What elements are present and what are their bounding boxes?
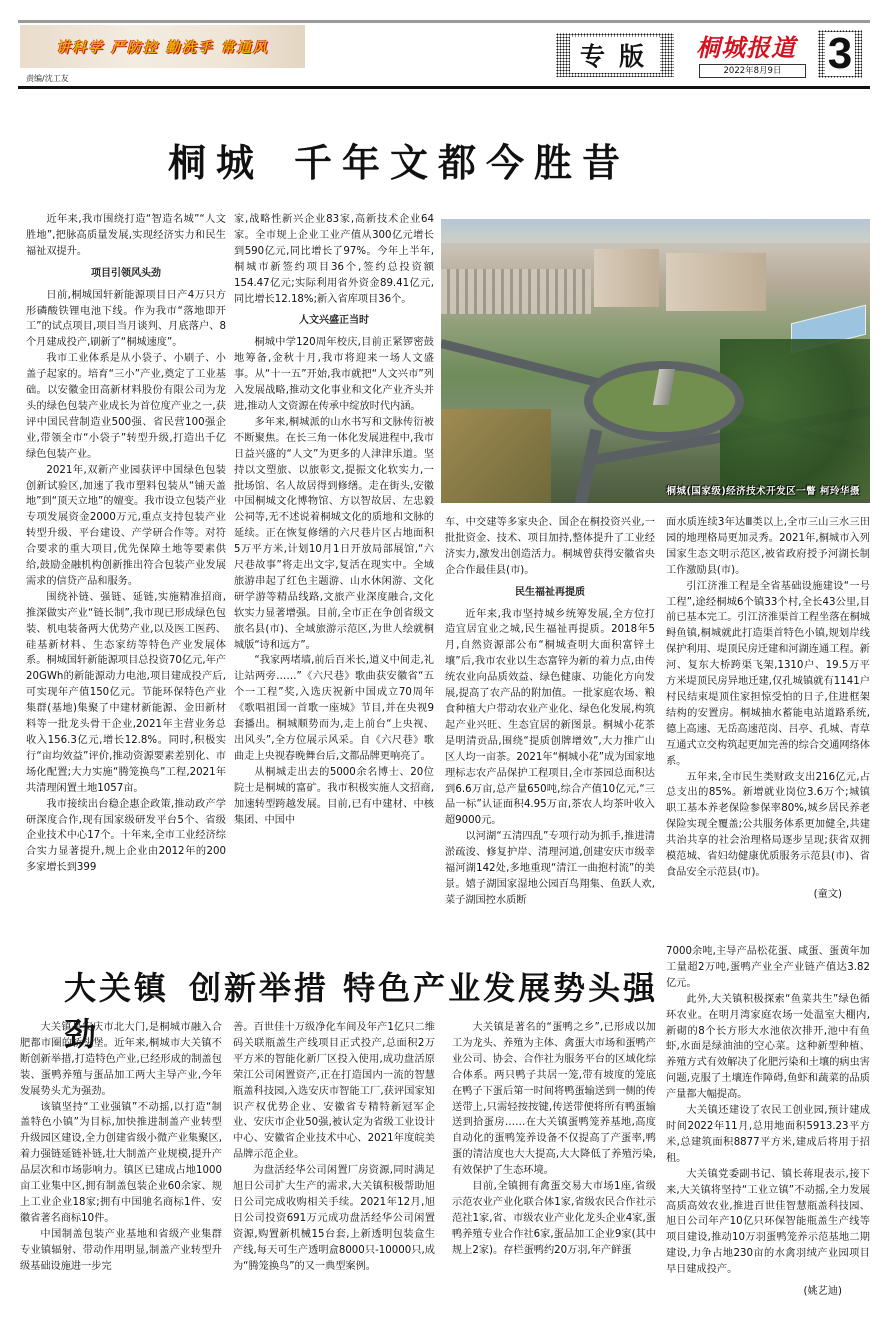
article2-column-2 <box>233 1020 435 1275</box>
article1-headline-place: 桐城 <box>168 140 265 185</box>
paragraph: 大关镇是著名的“蛋鸭之乡”,已形成以加工为龙头、养殖为主体、禽蛋大市场和蛋鸭产业公司、协会、合作社为服务平台的区域化综合体系。两只鸭子共居一笼,带有坡度的笼底在鸭子下蛋后第一时间将鸭蛋输送到一侧的传送带上,只需轻按按键,传送带便将所有鸭蛋输送到拾蛋房……在大关镇蛋鸭笼养基地,高度自动化的蛋鸭笼养设备不仅提高了产蛋率,鸭蛋的清洁度也大大提高,大大降低了养殖污染,有效保护了生态环境。 <box>452 1022 656 1177</box>
paragraph: 围绕补链、强链、延链,实施精准招商,推深做实产业“链长制”,我市现已形成绿色包装、机电装备两大优势产业,以及医工医药、硅基新材料、生态家纺等特色产业发展体系。桐城国轩新能源项目总投资70亿元,年产20GWh的新能源动力电池,项目建成投产后,可实现年产值150亿元。节能环保特色产业集群(基地)集聚了中建材新能源、金田新材料等一批龙头骨干企业,2021年主营业务总收入156.3亿元,增长12.8%。同时,积极实行“亩均效益”评价,推动资源要素差别化、市场化配置;大力实施“腾笼换鸟”工程,2021年共清理闲置土地1057亩。 <box>26 591 226 794</box>
section-label: 专版 <box>570 37 660 73</box>
byline: (姚艺迪) <box>803 1286 842 1298</box>
paragraph: 我市工业体系是从小袋子、小刷子、小盖子起家的。培育“三小”产业,奠定了工业基础。以安徽金田高新材料股份有限公司为龙头的绿色包装产业成长为首位度产业之一,获评中国民营制造业500强、省民营100强企业,带领全市“小袋子”转型升级,打造出千亿绿色包装产业。 <box>26 353 226 460</box>
paragraph: 五年来,全市民生类财政支出216亿元,占总支出的85%。新增就业岗位3.6万个;城镇职工基本养老保险参保率80%,城乡居民养老保险实现全覆盖;公共服务体系更加健全,共建共治共享的社会治理格局逐步呈现;获省双拥模范城、省妇幼健康优质服务示范县(市)、省食品安全示范县(市)。 <box>666 771 870 878</box>
article2-headline-main: 创新举措 特色产业发展势头强劲 <box>64 969 659 1053</box>
paragraph: 日前,桐城国轩新能源项目日产4万只方形磷酸铁锂电池下线。作为我市“落地即开工”的试点项目,项目当月谈判、月底落户、8个月建成投产,刷新了“桐城速度”。 <box>26 289 226 349</box>
article1-column-3 <box>445 515 655 909</box>
subheading: 项目引领风头劲 <box>91 267 161 279</box>
subheading: 人文兴盛正当时 <box>299 315 369 327</box>
paragraph: 车、中交建等多家央企、国企在桐投资兴业,一批批资金、技术、项目加持,整体提升了工业经济实力,激发出创造活力。桐城曾获得安徽省央企合作最佳县(市)。 <box>445 517 655 576</box>
article1-headline-main: 千年文都今胜昔 <box>294 140 631 185</box>
slogan-text: 讲科学 严防控 勤洗手 常通风 <box>56 39 269 56</box>
paragraph: 目前,全镇拥有禽蛋交易大市场1座,省级示范农业产业化联合体1家,省级农民合作社示范社1家,省、市级农业产业化龙头企业4家,蛋鸭养殖专业合作社6家,蛋品加工企业9家(其中规上2家)。存栏蛋鸭约20万羽,年产鲜蛋 <box>452 1181 656 1256</box>
paragraph: 2021年,双新产业园获评中国绿色包装创新试验区,加速了我市塑料包装从“铺天盖地”到“顶天立地”的嬗变。我市设立包装产业专项发展资金2000万元,重点支持包装产业转型升级、平台建设、产学研合作等。对符合要求的重大项目,优先保障土地等要素供给,鼓励金融机构创新推出符合包装产业发展需求的信贷产品和服务。 <box>26 464 226 587</box>
article1-column-1 <box>26 212 226 876</box>
page-number-box <box>818 30 862 78</box>
paragraph: 面水质连续3年达Ⅲ类以上,全市三山三水三田园的地理格局更加灵秀。2021年,桐城市入列国家生态文明示范区,被省政府授予河湖长制工作激励县(市)。 <box>666 517 870 576</box>
paragraph: 大关镇党委副书记、镇长蒋琨表示,接下来,大关镇将坚持“工业立镇”不动摇,全力发展高质高效农业,推进百世佳智慧瓶盖科技园、旭日公司年产10亿只环保智能瓶盖生产线等项目建设,推动10万羽蛋鸭笼养示范基地二期建设,力争占地230亩的水禽羽绒产业园项目早日建成投产。 <box>666 1168 870 1276</box>
paragraph: 该镇坚持“工业强镇”不动摇,以打造“制盖特色小镇”为目标,加快推进制盖产业转型升级园区建设,全力创建省级小微产业集聚区,着力强链延链补链,壮大制盖产业规模,提升产品层次和市场影响力。镇区已建成占地1000亩工业集中区,拥有制盖包装企业60余家、规上工业企业18家;拥有中国驰名商标1件、安徽省著名商标10件。 <box>20 1101 222 1224</box>
paragraph: 从桐城走出去的5000余名博士、20位院士是桐城的富矿。我市积极实施人文招商,加速转型跨越发展。目前,已有中建材、中核集团、中国中 <box>234 766 434 826</box>
paragraph: 善。百世佳十万级净化车间及年产1亿只二维码关联瓶盖生产线项目正式投产,总面积2万平方米的智能化新厂区投入使用,成功盘活原荣江公司闲置资产,正在打造国内一流的智慧瓶盖科技园,入选安庆市智能工厂,获评国家知识产权优势企业、安徽省专精特新冠军企业、安庆市企业50强,被认定为省级工业设计中心、安徽省企业技术中心、2021年度皖美品牌示范企业。 <box>233 1022 435 1161</box>
page-number: 3 <box>825 32 855 76</box>
issue-date: 2022年8月9日 <box>699 64 806 78</box>
paragraph: 大关镇还建设了农民工创业园,预计建成时间2022年11月,总用地面积5913.23平方米,总建筑面积8877平方米,建成后将用于招租。 <box>666 1105 870 1164</box>
article1-column-2 <box>234 212 434 828</box>
article1-headline <box>0 132 887 187</box>
paper-name-logo: 桐城报道 <box>696 33 796 62</box>
article2-column-1 <box>20 1020 222 1275</box>
top-rule <box>18 20 870 23</box>
paragraph: 多年来,桐城派的山水书写和文脉传衍被不断聚焦。在长三角一体化发展进程中,我市日益兴盛的“人文”为更多的人津津乐道。坚持以文塑旅、以旅彰文,提振文化软实力,一批场馆、名人故居得到修缮。走在街头,安徽中国桐城文化博物馆、方以智故居、左忠毅公祠等,无不述说着桐城文化的质地和文脉的延续。正在恢复修缮的六尺巷片区占地面积5万平方米,计划10月1日开放局部展馆,“六尺巷故事”将走出文字,复活在现实中。全域旅游串起了红色主题游、山水休闲游、文化研学游等精品线路,文旅产业深度融合,文化软实力显著增强。目前,全市正在争创省级文旅名县(市)、全域旅游示范区,为世人绘就桐城版“诗和远方”。 <box>234 416 434 651</box>
paragraph: 中国制盖包装产业基地和省级产业集群专业镇辐射、带动作用明显,制盖产业转型升级基础设施进一步完 <box>20 1228 222 1272</box>
paragraph: 以河湖“五清四乱”专项行动为抓手,推进清淤疏浚、修复护岸、清理河道,创建安庆市级幸福河湖142处,多地重现“清江一曲抱村流”的美景。嬉子湖国家湿地公园百鸟翔集、鱼跃人欢,菜子湖国控水质断 <box>445 831 655 906</box>
paragraph: 引江济淮工程是全省基础设施建设“一号工程”,途经桐城6个镇33个村,全长43公里,目前已基本完工。引江济淮渠首工程坐落在桐城鲟鱼镇,桐城就此打造渠首特色小镇,规划岸线保护利用、堤顶民房迁建和河湖连通工程。新河、复东大桥跨渠飞架,1310户、19.5万平方米堤顶民房异地迁建,仅孔城镇就有1141户村民结束堤顶住家担惊受怕的日子,住进框架结构的安置房。桐城抽水蓄能电站道路系统,德上高速、无岳高速范岗、吕亭、孔城、青草互通式立交构筑起更加完善的综合交通网络体系。 <box>666 580 870 767</box>
paragraph: 大关镇是安庆市北大门,是桐城市融入合肥都市圈的桥头堡。近年来,桐城市大关镇不断创新举措,打造特色产业,已经形成的制盖包装、蛋鸭养殖与蛋品加工两大主导产业,今年发展势头尤为强劲。 <box>20 1022 222 1097</box>
photo-caption: 桐城(国家级)经济技术开发区一瞥 柯玲华摄 <box>666 486 860 497</box>
paragraph: 近年来,我市坚持城乡统筹发展,全方位打造宜居宜业之城,民生福祉再提质。2018年5月,自然资源部公布“桐城查明大面积富锌土壤”后,我市农业以生态富锌为新的着力点,由传统农业向品质效益、绿色健康、功能化方向发展,提高了农产品的附加值。一批家庭农场、粮食种植大户带动农业产业化、绿色化发展,构筑起产业兴旺、生态宜居的新图景。桐城小花茶是明清贡品,围绕“提质创牌增效”,大力推广山区人均一亩茶。2021年“桐城小花”成为国家地理标志农产品保护工程项目,全市茶园总面积达到6.6万亩,总产量650吨,综合产值10亿元,“三品一标”认证面积4.95万亩,茶农人均茶叶收入超9000元。 <box>445 608 655 827</box>
article2-headline-place: 大关镇 <box>64 969 170 1007</box>
subheading: 民生福祉再提质 <box>515 586 585 598</box>
article1-photo-roundabout <box>441 219 870 503</box>
paragraph: 家,战略性新兴企业83家,高新技术企业64家。全市规上企业工业产值从300亿元增长到590亿元,同比增长了97%。今年上半年,桐城市新签约项目36个,签约总投资额154.47亿元;实际利用省外资金89.41亿元,同比增长12.18%;新入省库项目36个。 <box>234 214 434 305</box>
section-label-box <box>556 33 674 77</box>
editor-credit: 责编/沈工友 <box>26 74 69 83</box>
paragraph: 桐城中学120周年校庆,目前正紧锣密鼓地筹备,金秋十月,我市将迎来一场人文盛事。从“十一五”开始,我市就把“人文兴市”列入发展战略,推动文化事业和文化产业齐头并进,推动人文资源在传承中绽放时代内涵。 <box>234 337 434 412</box>
paragraph: 我市接续出台稳企惠企政策,推动政产学研深度合作,现有国家级研发平台5个、省级企业技术中心17个。十年来,全市工业经济综合实力显著提升,规上企业由2012年的200多家增长到399 <box>26 798 226 874</box>
article2-column-4 <box>666 944 870 1300</box>
article1-column-4 <box>666 515 870 903</box>
article2-column-3 <box>452 1020 656 1259</box>
paragraph: 为盘活经华公司闲置厂房资源,同时满足旭日公司扩大生产的需求,大关镇积极帮助旭日公司完成收购相关手续。2021年12月,旭日公司投资691万元成功盘活经华公司闲置资源,购置新机械15台套,上新透明包装盒生产线,每天可生产透明盒8000只-10000只,成为“腾笼换鸟”的又一典型案例。 <box>233 1165 435 1272</box>
paragraph: 此外,大关镇积极探索“鱼菜共生”绿色循环农业。在明月湾家庭农场一处温室大棚内,新砌的8个长方形大水池依次排开,池中有鱼虾,水面是绿油油的空心菜。这种新型种植、养殖方式有效解决了化肥污染和土壤的病虫害问题,克服了土壤连作障碍,鱼虾和蔬菜的品质产量都大幅提高。 <box>666 993 870 1101</box>
byline: (童文) <box>813 888 842 900</box>
paragraph: 近年来,我市围绕打造“智造名城”“人文胜地”,把脉高质量发展,实现经济实力和民生福祉双提升。 <box>26 214 226 257</box>
paragraph: 7000余吨,主导产品松花蛋、咸蛋、蛋黄年加工量超2万吨,蛋鸭产业全产业链产值达3.82亿元。 <box>666 946 870 989</box>
paragraph: “我家两堵墙,前后百米长,道义中间走,礼让站两旁……”《六尺巷》歌曲获安徽省“五个一工程”奖,入选庆祝新中国成立70周年《歌唱祖国一首歌一座城》节目,并在央视9套播出。桐城顺势而为,走上前台“上央视、出风头”,全方位展示风采。自《六尺巷》歌曲走上央视春晚舞台后,文都品牌更响亮了。 <box>234 655 434 762</box>
slogan-banner <box>20 25 305 68</box>
masthead-rule <box>18 86 870 89</box>
